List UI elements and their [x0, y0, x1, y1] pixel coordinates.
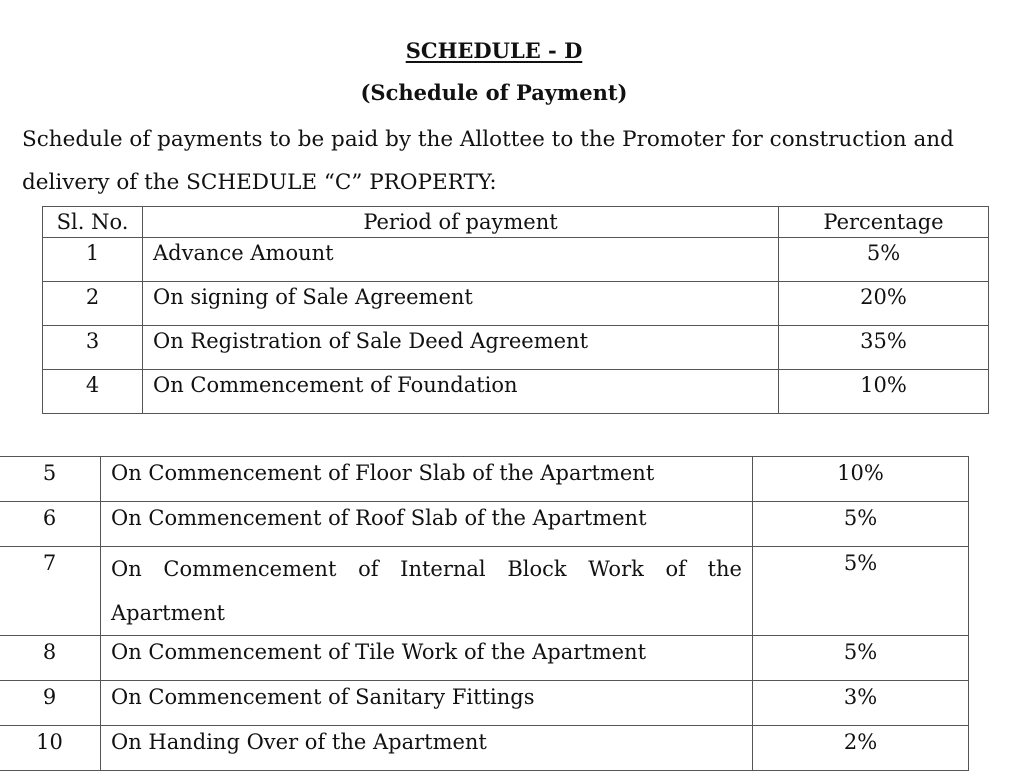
cell-period: On Handing Over of the Apartment [101, 726, 753, 771]
cell-period: On Commencement of Tile Work of the Apartment [101, 636, 753, 681]
table-row [0, 547, 969, 636]
table-row [43, 282, 989, 326]
cell-sl-no: 2 [43, 282, 143, 326]
cell-percentage: 5% [753, 502, 969, 547]
cell-sl-no: 3 [43, 326, 143, 370]
cell-period: On Commencement of Floor Slab of the Apartment [101, 457, 753, 502]
cell-sl-no: 7 [0, 547, 101, 636]
table-row [0, 726, 969, 771]
table-header-row [43, 207, 989, 238]
cell-percentage: 35% [779, 326, 989, 370]
table-row [43, 238, 989, 282]
cell-percentage: 10% [779, 370, 989, 414]
cell-period: On signing of Sale Agreement [143, 282, 779, 326]
header-sl-no: Sl. No. [43, 207, 143, 238]
schedule-title [0, 38, 988, 63]
cell-period: On Commencement of Internal Block Work of the Apartment [101, 547, 753, 636]
intro-paragraph: Schedule of payments to be paid by the Allottee to the Promoter for construction and delivery of the SCHEDULE “C” PROPERTY: [22, 127, 954, 195]
cell-percentage: 10% [753, 457, 969, 502]
cell-percentage: 20% [779, 282, 989, 326]
table-row [0, 457, 969, 502]
cell-sl-no: 6 [0, 502, 101, 547]
table-row [0, 681, 969, 726]
cell-percentage: 3% [753, 681, 969, 726]
cell-sl-no: 4 [43, 370, 143, 414]
cell-sl-no: 9 [0, 681, 101, 726]
cell-sl-no: 1 [43, 238, 143, 282]
header-percentage: Percentage [779, 207, 989, 238]
cell-period: On Commencement of Foundation [143, 370, 779, 414]
cell-sl-no: 8 [0, 636, 101, 681]
schedule-subtitle: (Schedule of Payment) [360, 80, 628, 105]
table-row [0, 502, 969, 547]
cell-period: On Registration of Sale Deed Agreement [143, 326, 779, 370]
cell-percentage: 5% [753, 547, 969, 636]
payment-table-part1 [42, 206, 989, 414]
cell-percentage: 2% [753, 726, 969, 771]
schedule-title-text: SCHEDULE - D [405, 38, 583, 63]
cell-percentage: 5% [753, 636, 969, 681]
payment-table-part2 [0, 456, 969, 771]
cell-period: On Commencement of Sanitary Fittings [101, 681, 753, 726]
header-period: Period of payment [143, 207, 779, 238]
cell-sl-no: 10 [0, 726, 101, 771]
cell-sl-no: 5 [0, 457, 101, 502]
cell-percentage: 5% [779, 238, 989, 282]
table-row [0, 636, 969, 681]
table-row [43, 326, 989, 370]
table-row [43, 370, 989, 414]
cell-period: On Commencement of Roof Slab of the Apartment [101, 502, 753, 547]
cell-period: Advance Amount [143, 238, 779, 282]
